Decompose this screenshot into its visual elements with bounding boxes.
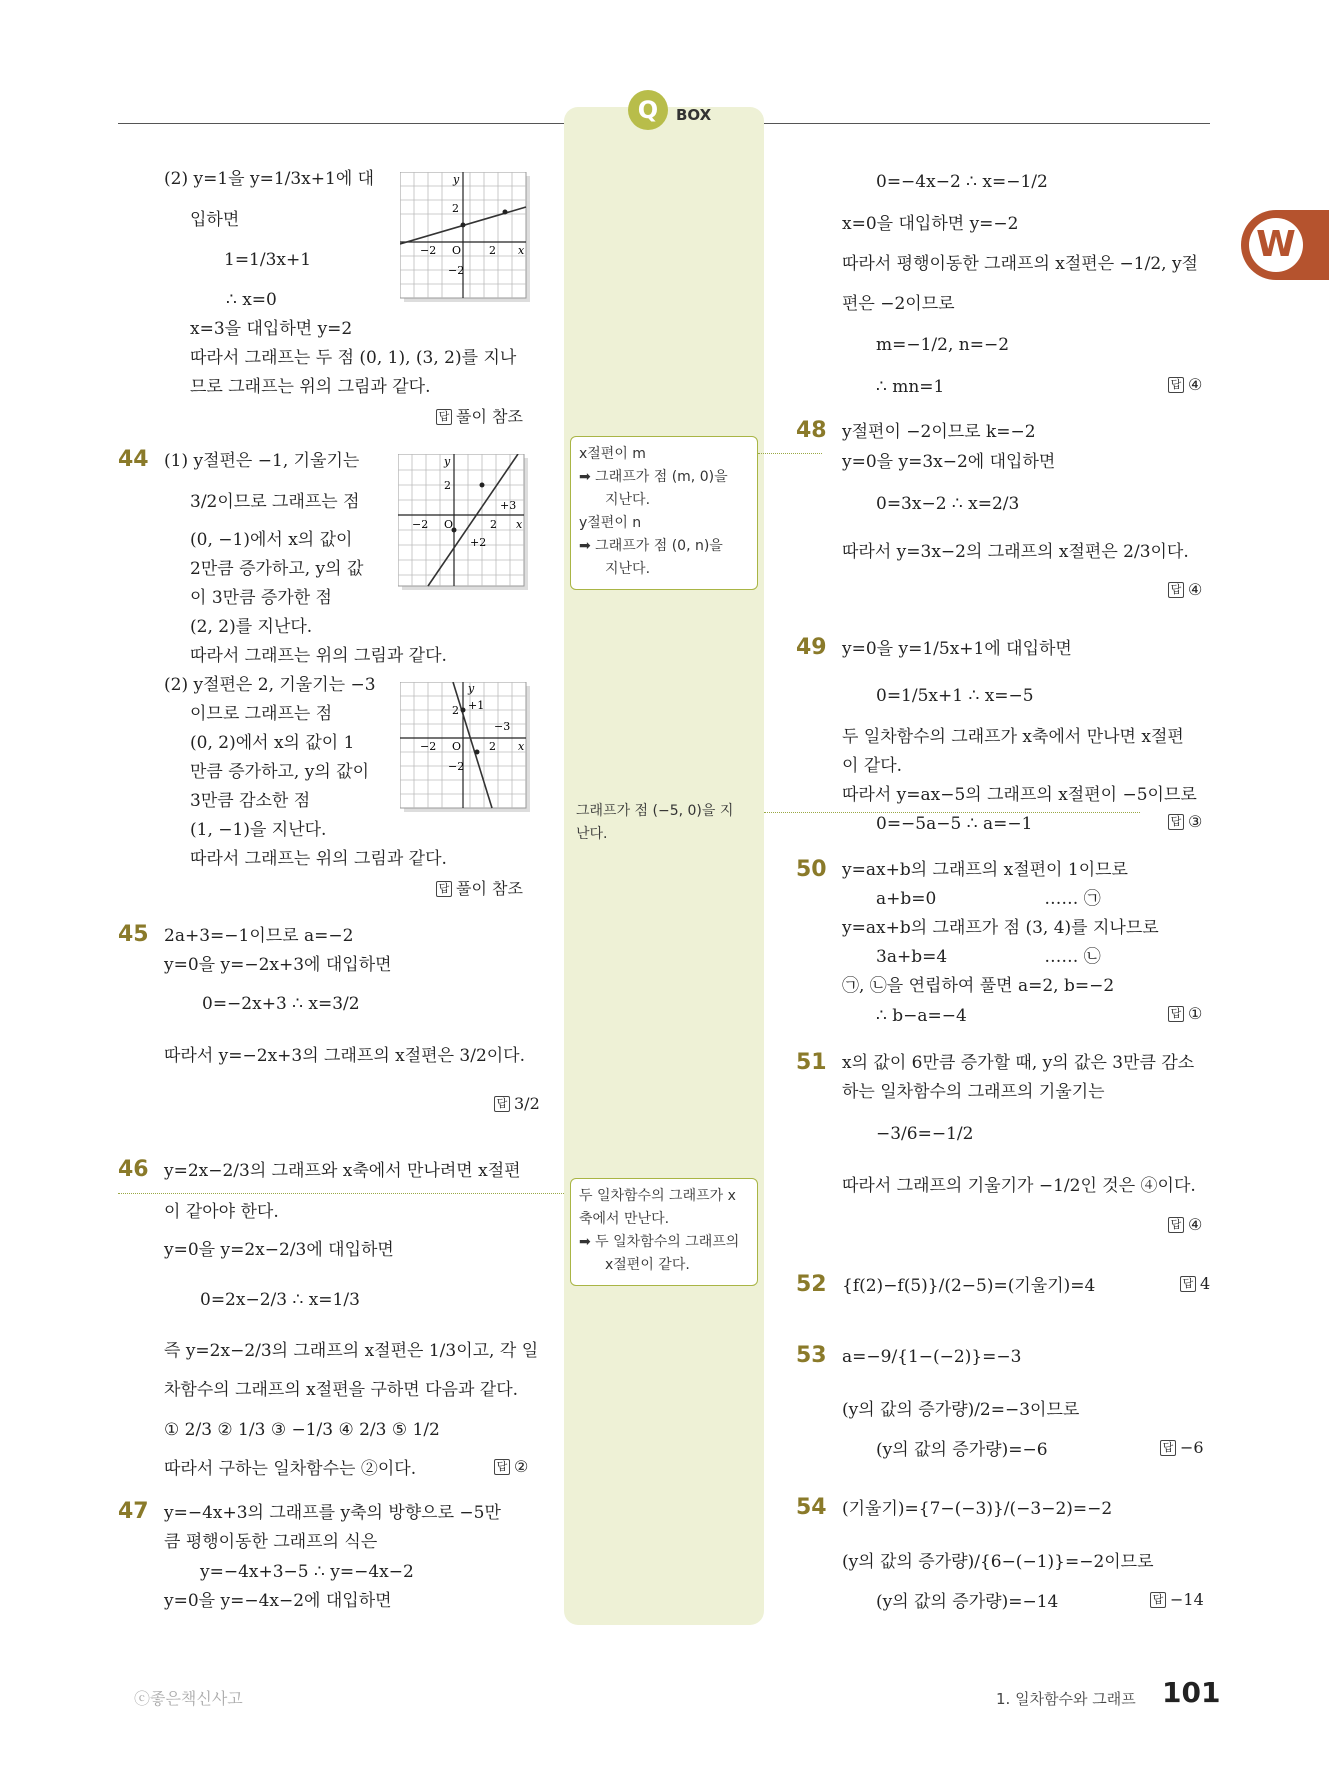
problem-number-49: 49 [796, 635, 827, 660]
text-line: x=0을 대입하면 y=−2 [842, 214, 1019, 234]
solution-52: {f(2)−f(5)}/(2−5)=(기울기)=4 [842, 1276, 1096, 1296]
answer-icon: 답 [436, 409, 452, 425]
tick-label: −2 [448, 760, 465, 773]
text-line: 큼 평행이동한 그래프의 식은 [164, 1532, 378, 1552]
note-line: ➡ 그래프가 점 (m, 0)을 [579, 469, 728, 485]
problem-number-50: 50 [796, 857, 827, 882]
text-line: y=0을 y=3x−2에 대입하면 [842, 452, 1056, 472]
note-line: 지난다. [605, 561, 651, 577]
answer-icon: 답 [436, 881, 452, 897]
top-rule-right [764, 123, 1210, 124]
problem-number-47: 47 [118, 1499, 149, 1524]
text-line: 3만큼 감소한 점 [190, 791, 311, 811]
text-line: (0, −1)에서 x의 값이 [190, 530, 353, 550]
problem-number-54: 54 [796, 1495, 827, 1520]
answer-text: ④ [1188, 580, 1203, 599]
answer-icon: 답 [1160, 1440, 1176, 1456]
answer-54 [1150, 1590, 1204, 1609]
text-line: ㉠, ㉡을 연립하여 풀면 a=2, b=−2 [842, 976, 1115, 996]
text-line: 0=1/5x+1 ∴ x=−5 [876, 686, 1034, 706]
text-line: (기울기)={7−(−3)}/(−3−2)=−2 [842, 1499, 1113, 1519]
text-line: m=−1/2, n=−2 [876, 335, 1010, 355]
text-line: (2, 2)를 지난다. [190, 617, 313, 637]
rise-label: +3 [500, 499, 517, 512]
text-line: 하는 일차함수의 그래프의 기울기는 [842, 1082, 1105, 1102]
qbox-note-x-axis [570, 1178, 758, 1286]
qbox-column [564, 107, 764, 1625]
x-axis-label: x [516, 518, 523, 531]
note-line: x절편이 같다. [605, 1257, 690, 1273]
tick-label: 2 [444, 479, 451, 492]
text-line: −3/6=−1/2 [876, 1124, 974, 1144]
text-line: (0, 2)에서 x의 값이 1 [190, 733, 355, 753]
tick-label: −2 [412, 518, 429, 531]
text-line: ∴ mn=1 [876, 377, 945, 397]
answer-51 [1168, 1215, 1202, 1234]
problem-number-45: 45 [118, 922, 149, 947]
note-line: y절편이 n [579, 515, 642, 531]
qbox-label: BOX [676, 106, 712, 124]
text-line: x=3을 대입하면 y=2 [190, 319, 353, 339]
text-line: y=ax+b의 그래프의 x절편이 1이므로 [842, 860, 1128, 880]
text-line: 차함수의 그래프의 x절편을 구하면 다음과 같다. [164, 1380, 519, 1400]
problem-number-51: 51 [796, 1050, 827, 1075]
text-line: ∴ x=0 [226, 290, 277, 310]
text-line: (y의 값의 증가량)/{6−(−1)}=−2이므로 [842, 1552, 1154, 1572]
tick-label: −2 [420, 740, 437, 753]
problem-number-48: 48 [796, 418, 827, 443]
answer-text: 풀이 참조 [456, 407, 523, 426]
text-line: (y의 값의 증가량)=−6 [876, 1440, 1048, 1460]
note-line: 지난다. [605, 492, 651, 508]
text-line: 즉 y=2x−2/3의 그래프의 x절편은 1/3이고, 각 일 [164, 1341, 539, 1361]
answer-text: 3/2 [514, 1094, 540, 1113]
text-line: 0=−5a−5 ∴ a=−1 [876, 814, 1033, 834]
answer-text: ① [1188, 1004, 1203, 1023]
answer-47 [1168, 375, 1202, 394]
text-line: y=2x−2/3의 그래프와 x축에서 만나려면 x절편 [164, 1161, 521, 1181]
origin-label: O [452, 740, 462, 753]
text-line: 이 같다. [842, 756, 903, 776]
text-line: 따라서 그래프는 위의 그림과 같다. [190, 646, 447, 666]
qbox-logo-icon: Q [628, 90, 668, 130]
problem-number-52: 52 [796, 1272, 827, 1297]
text-line: 3a+b=4 …… ㉡ [876, 947, 1101, 967]
text-line: 므로 그래프는 위의 그림과 같다. [190, 377, 431, 397]
text-line: y=0을 y=−2x+3에 대입하면 [164, 955, 392, 975]
problem-number-44: 44 [118, 447, 149, 472]
answer-icon: 답 [1150, 1592, 1166, 1608]
x-axis-label: x [518, 244, 525, 257]
note-line: x절편이 m [579, 446, 646, 462]
graph-44-2 [400, 682, 530, 812]
x-axis-label: x [518, 740, 525, 753]
graph-43 [400, 172, 530, 302]
answer-text: ④ [1188, 1215, 1203, 1234]
top-rule-left [118, 123, 564, 124]
text-line: 0=−4x−2 ∴ x=−1/2 [876, 172, 1048, 192]
text-line: y=−4x+3−5 ∴ y=−4x−2 [200, 1562, 414, 1582]
text-line: 2a+3=−1이므로 a=−2 [164, 926, 354, 946]
text-line: 따라서 y=3x−2의 그래프의 x절편은 2/3이다. [842, 542, 1189, 562]
run-label: +2 [470, 536, 487, 549]
text-line: 만큼 증가하고, y의 값이 [190, 762, 370, 782]
leader-line-46 [118, 1193, 564, 1194]
text-line: y=ax+b의 그래프가 점 (3, 4)를 지나므로 [842, 918, 1159, 938]
note-line: 축에서 만난다. [579, 1211, 670, 1227]
answer-icon: 답 [1168, 1006, 1184, 1022]
answer-text: −14 [1170, 1590, 1204, 1609]
text-line: 편은 −2이므로 [842, 294, 955, 314]
qbox-note-intercepts [570, 436, 758, 590]
chapter-title: 1. 일차함수와 그래프 [996, 1690, 1136, 1708]
answer-icon: 답 [1168, 582, 1184, 598]
text-line: (1) y절편은 −1, 기울기는 [164, 451, 360, 471]
origin-label: O [452, 244, 462, 257]
text-line: 0=−2x+3 ∴ x=3/2 [202, 994, 360, 1014]
tick-label: 2 [452, 202, 459, 215]
text-line: 따라서 그래프의 기울기가 −1/2인 것은 ④이다. [842, 1176, 1196, 1196]
text-line: (2) y=1을 y=1/3x+1에 대 [164, 169, 375, 189]
answer-icon: 답 [494, 1459, 510, 1475]
answer-45 [494, 1094, 540, 1113]
text-line: 따라서 y=ax−5의 그래프의 x절편이 −5이므로 [842, 785, 1197, 805]
text-line: 따라서 y=−2x+3의 그래프의 x절편은 3/2이다. [164, 1046, 526, 1066]
text-line: 이 3만큼 증가한 점 [190, 588, 332, 608]
answer-icon: 답 [494, 1096, 510, 1112]
answer-icon: 답 [1168, 1217, 1184, 1233]
answer-46 [494, 1457, 528, 1476]
text-line: a=−9/{1−(−2)}=−3 [842, 1347, 1022, 1367]
answer-icon: 답 [1180, 1276, 1196, 1292]
answer-icon: 답 [1168, 377, 1184, 393]
copyright: ⓒ좋은책신사고 [134, 1689, 243, 1708]
text-line: 3/2이므로 그래프는 점 [190, 492, 360, 512]
answer-44 [436, 876, 523, 899]
answer-48 [1168, 580, 1202, 599]
answer-52 [1180, 1274, 1210, 1293]
answer-text: 풀이 참조 [456, 879, 523, 898]
note-line: 그래프가 점 (−5, 0)을 지 [576, 803, 734, 819]
text-line: 0=3x−2 ∴ x=2/3 [876, 494, 1020, 514]
answer-text: ③ [1188, 812, 1203, 831]
tick-label: −2 [448, 264, 465, 277]
answer-50 [1168, 1004, 1202, 1023]
text-line: 따라서 구하는 일차함수는 ②이다. [164, 1459, 417, 1479]
answer-43 [436, 404, 523, 427]
answer-icon: 답 [1168, 814, 1184, 830]
text-line: y절편이 −2이므로 k=−2 [842, 422, 1036, 442]
problem-number-53: 53 [796, 1343, 827, 1368]
answer-text: ④ [1188, 375, 1203, 394]
text-line: ∴ b−a=−4 [876, 1006, 967, 1026]
y-axis-label: y [444, 455, 451, 468]
text-line: (y의 값의 증가량)/2=−3이므로 [842, 1400, 1080, 1420]
note-line: ➡ 두 일차함수의 그래프의 [579, 1234, 740, 1250]
text-line: 이 같아야 한다. [164, 1202, 279, 1222]
answer-53 [1160, 1438, 1204, 1457]
y-axis-label: y [453, 173, 460, 186]
text-line: y=0을 y=−4x−2에 대입하면 [164, 1591, 392, 1611]
text-line: 따라서 평행이동한 그래프의 x절편은 −1/2, y절 [842, 254, 1198, 274]
rise-label: −3 [494, 720, 511, 733]
graph-44-1 [398, 454, 528, 590]
text-line: 1=1/3x+1 [224, 250, 312, 270]
run-label: +1 [468, 699, 485, 712]
answer-text: 4 [1200, 1274, 1211, 1293]
text-line: 이므로 그래프는 점 [190, 704, 333, 724]
text-line: 2만큼 증가하고, y의 값 [190, 559, 364, 579]
answer-text: ② [514, 1457, 529, 1476]
chapter-tab-icon: W [1249, 218, 1303, 272]
text-line: x의 값이 6만큼 증가할 때, y의 값은 3만큼 감소 [842, 1053, 1195, 1073]
text-line: y=−4x+3의 그래프를 y축의 방향으로 −5만 [164, 1503, 501, 1523]
tick-label: 2 [489, 244, 496, 257]
text-line: a+b=0 …… ㉠ [876, 889, 1101, 909]
text-line: y=0을 y=2x−2/3에 대입하면 [164, 1240, 394, 1260]
tick-label: −2 [420, 244, 437, 257]
text-line: 따라서 그래프는 두 점 (0, 1), (3, 2)를 지나 [190, 348, 517, 368]
note-line: 난다. [576, 826, 608, 842]
text-line: 입하면 [190, 210, 240, 230]
origin-label: O [444, 518, 454, 531]
text-line: (y의 값의 증가량)=−14 [876, 1592, 1059, 1612]
tick-label: 2 [489, 740, 496, 753]
leader-line-48 [758, 453, 822, 454]
text-line: (1, −1)을 지난다. [190, 820, 327, 840]
note-line: ➡ 그래프가 점 (0, n)을 [579, 538, 723, 554]
text-line: (2) y절편은 2, 기울기는 −3 [164, 675, 376, 695]
qbox-note-point [576, 800, 762, 846]
text-line: ① 2/3 ② 1/3 ③ −1/3 ④ 2/3 ⑤ 1/2 [164, 1420, 440, 1440]
note-line: 두 일차함수의 그래프가 x [579, 1188, 736, 1204]
text-line: y=0을 y=1/5x+1에 대입하면 [842, 639, 1072, 659]
tick-label: 2 [452, 704, 459, 717]
answer-49 [1168, 812, 1202, 831]
tick-label: 2 [490, 518, 497, 531]
answer-text: −6 [1180, 1438, 1204, 1457]
page-number: 101 [1162, 1676, 1221, 1709]
text-line: 0=2x−2/3 ∴ x=1/3 [200, 1290, 360, 1310]
text-line: 두 일차함수의 그래프가 x축에서 만나면 x절편 [842, 727, 1184, 747]
text-line: 따라서 그래프는 위의 그림과 같다. [190, 849, 447, 869]
problem-number-46: 46 [118, 1157, 149, 1182]
y-axis-label: y [468, 682, 475, 695]
